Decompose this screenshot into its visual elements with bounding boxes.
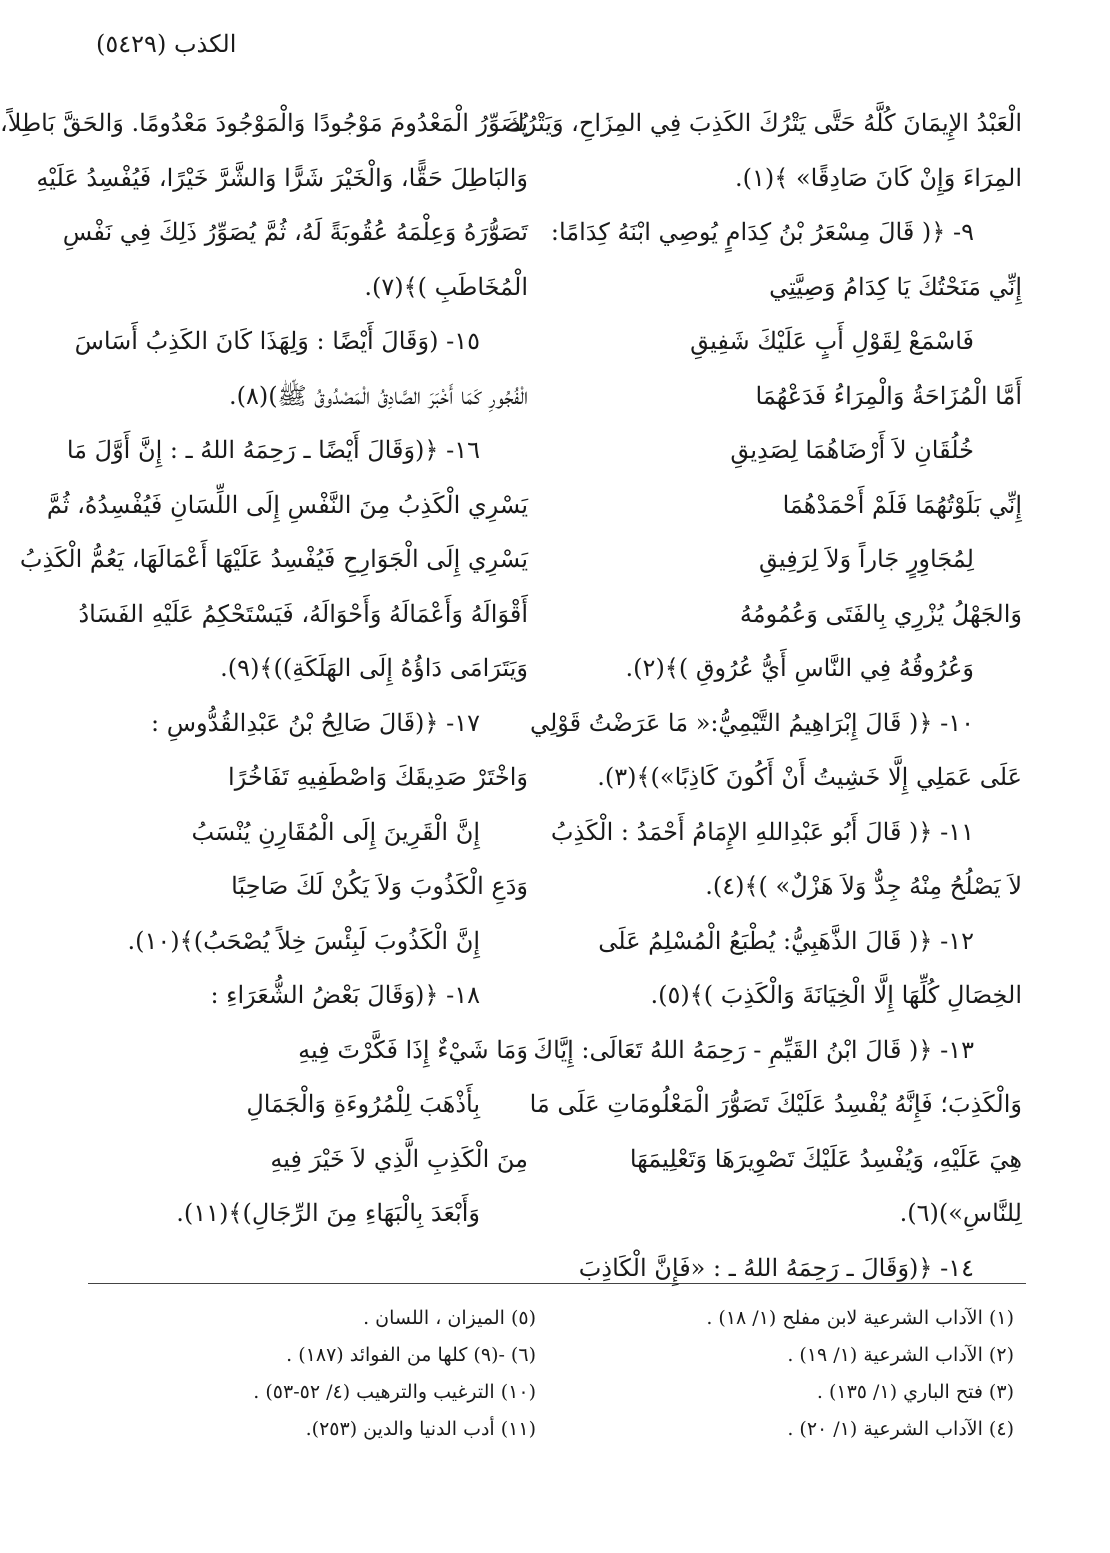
- text-line: مِنَ الْكَذِبِ الَّذِي لاَ خَيْرَ فِيهِ: [270, 1144, 528, 1173]
- text-line: وَالبَاطِلَ حَقًّا، وَالْخَيْرَ شَرًّا وَالشَّرَّ خَيْرًا، فَيُفْسِدُ عَلَيْهِ: [36, 163, 528, 192]
- text-line: خُلُقَانِ لاَ أَرْضَاهُمَا لِصَدِيقِ: [730, 436, 974, 464]
- text-line: يَسْرِي الْكَذِبُ مِنَ النَّفْسِ إِلَى اللِّسَانِ فَيُفْسِدُهُ، ثُمَّ: [46, 490, 528, 519]
- text-line: ١١- ﴿( قَالَ أَبُو عَبْدِاللهِ الإِمَامُ أَحْمَدُ : الْكَذِبُ: [550, 817, 974, 846]
- text-line: الْفُجُورِ كَمَا أَخْبَرَ الصَّادِقُ الْمَصْدُوقُ ﷺ)(٨).: [228, 381, 528, 410]
- text-line: بِأَذْهَبَ لِلْمُرُوءَةِ وَالْجَمَالِ: [246, 1090, 480, 1118]
- text-line: ١٢- ﴿( قَالَ الذَّهَبِيُّ: يُطْبَعُ الْمُسْلِمُ عَلَى: [598, 926, 974, 955]
- running-header: [96, 28, 236, 60]
- text-line: يُصَوِّرُ الْمَعْدُومَ مَوْجُودًا وَالْمَوْجُودَ مَعْدُومًا. وَالحَقَّ بَاطِلاً،: [0, 109, 528, 137]
- text-line: وَالْكَذِبَ؛ فَإِنَّهُ يُفْسِدُ عَلَيْكَ تَصَوُّرَ الْمَعْلُومَاتِ عَلَى مَا: [529, 1090, 1022, 1118]
- text-line: وَدَعِ الْكَذُوبَ وَلاَ يَكُنْ لَكَ صَاحِبًا: [231, 872, 528, 900]
- footnote: (٤) الآداب الشرعية (١/ ٢٠) .: [787, 1418, 1014, 1440]
- left-text-column: [0, 96, 528, 1241]
- text-line: ٩- ﴿( قَالَ مِسْعَرُ بْنُ كِدَامٍ يُوصِي ابْنَهُ كِدَامًا:: [550, 218, 974, 246]
- text-line: لِلنَّاسِ»)(٦).: [899, 1199, 1022, 1227]
- footnote: (١) الآداب الشرعية لابن مفلح (١/ ١٨) .: [706, 1307, 1014, 1329]
- footnote-divider: [88, 1283, 1026, 1284]
- text-line: فَاسْمَعْ لِقَوْلِ أَبٍ عَلَيْكَ شَفِيقِ: [690, 327, 974, 355]
- text-line: تَصَوُّرَهُ وَعِلْمَهُ عُقُوبَةً لَهُ، ثُمَّ يُصَوِّرُ ذَلِكَ فِي نَفْسِ: [62, 218, 528, 246]
- text-line: أَمَّا الْمُزَاحَةُ وَالْمِرَاءُ فَدَعْهُمَا: [755, 381, 1022, 410]
- text-line: وَعُرُوقُهُ فِي النَّاسِ أَيُّ عُرُوقِ )﴾(٢).: [625, 654, 974, 682]
- text-line: ١٦- ﴿(وَقَالَ أَيْضًا ـ رَحِمَهُ اللهُ ـ : إِنَّ أَوَّلَ مَا: [66, 436, 480, 464]
- text-line: ١٧- ﴿(قَالَ صَالِحُ بْنُ عَبْدِالقُدُّوسِ :: [151, 708, 480, 737]
- text-line: إِنِّي مَنَحْتُكَ يَا كِدَامُ وَصِيَّتِي: [769, 272, 1022, 301]
- text-line: هِيَ عَلَيْهِ، وَيُفْسِدُ عَلَيْكَ تَصْوِيرَهَا وَتَعْلِيمَهَا: [629, 1144, 1022, 1173]
- text-line: ١٨- ﴿(وَقَالَ بَعْضُ الشُّعَرَاءِ :: [210, 981, 480, 1009]
- text-line: لِمُجَاوِرٍ جَاراً وَلاَ لِرَفِيقِ: [758, 545, 974, 573]
- text-line: وَأَبْعَدَ بِالْبَهَاءِ مِنَ الرِّجَالِ)﴾(١١).: [176, 1199, 480, 1227]
- text-line: الْعَبْدُ الإِيمَانَ كُلَّهُ حَتَّى يَتْرُكَ الكَذِبَ فِي المِزَاحِ، وَيَتْرُكَ: [505, 109, 1022, 137]
- footnotes-right: [574, 1300, 1014, 1448]
- text-line: وَيَتَرَامَى دَاؤُهُ إِلَى الهَلَكَةِ))﴾(٩).: [220, 654, 528, 682]
- text-line: وَمَا شَيْءٌ إِذَا فَكَّرْتَ فِيهِ: [298, 1035, 528, 1064]
- header-title: الكذب: [173, 30, 237, 58]
- text-line: لاَ يَصْلُحُ مِنْهُ جِدٌّ وَلاَ هَزْلٌ» )﴾(٤).: [705, 872, 1022, 900]
- footnote: (٦) -(٩) كلها من الفوائد (١٨٧) .: [286, 1344, 536, 1366]
- text-line: وَالجَهْلُ يُزْرِي بِالفَتَى وَعُمُومُهُ: [739, 599, 1022, 628]
- text-line: الخِصَالِ كُلِّهَا إِلَّا الْخِيَانَةَ وَالْكَذِبَ )﴾(٥).: [650, 981, 1022, 1009]
- header-page-number: (٥٤٢٩): [96, 30, 167, 58]
- footnote: (٢) الآداب الشرعية (١/ ١٩) .: [787, 1344, 1014, 1366]
- text-line: عَلَى عَمَلِي إِلَّا خَشِيتُ أَنْ أَكُونَ كَاذِبًا»)﴾(٣).: [597, 763, 1022, 791]
- text-line: الْمُخَاطَبِ )﴾(٧).: [364, 272, 528, 301]
- text-line: المِرَاءَ وَإِنْ كَانَ صَادِقًا» ﴾(١).: [735, 163, 1022, 192]
- text-line: أَقْوَالَهُ وَأَعْمَالَهُ وَأَحْوَالَهُ، فَيَسْتَحْكِمُ عَلَيْهِ الفَسَادُ: [78, 599, 528, 628]
- footnotes-left: [96, 1300, 536, 1448]
- text-line: إِنِّي بَلَوْتُهُمَا فَلَمْ أَحْمَدْهُمَا: [782, 490, 1022, 519]
- footnote: (١١) أدب الدنيا والدين (٢٥٣).: [305, 1418, 536, 1440]
- footnote: (١٠) الترغيب والترهيب (٤/ ٥٢-٥٣) .: [253, 1381, 536, 1403]
- text-line: ١٥- (وَقَالَ أَيْضًا : وَلِهَذَا كَانَ الكَذِبُ أَسَاسَ: [74, 327, 480, 355]
- text-line: ١٠- ﴿( قَالَ إِبْرَاهِيمُ التَّيْمِيُّ:« مَا عَرَضْتُ قَوْلِي: [529, 708, 974, 737]
- text-line: إِنَّ الْقَرِينَ إِلَى الْمُقَارِنِ يُنْسَبُ: [191, 817, 480, 846]
- text-line: ١٣- ﴿( قَالَ ابْنُ القَيِّمِ - رَحِمَهُ اللهُ تَعَالَى: إِيَّاكَ: [533, 1035, 974, 1064]
- text-line: وَاخْتَرْ صَدِيقَكَ وَاصْطَفِيهِ تَفَاخُرًا: [228, 763, 528, 791]
- text-line: ١٤- ﴿(وَقَالَ ـ رَحِمَهُ اللهُ ـ : «فَإِنَّ الْكَاذِبَ: [578, 1253, 974, 1282]
- footnote: (٣) فتح الباري (١/ ١٣٥) .: [816, 1381, 1014, 1403]
- footnote: (٥) الميزان ، اللسان .: [363, 1307, 536, 1329]
- text-line: يَسْرِي إِلَى الْجَوَارِحِ فَيُفْسِدُ عَلَيْهَا أَعْمَالَهَا، يَعُمُّ الْكَذِبُ: [19, 545, 528, 573]
- right-text-column: [505, 96, 1022, 1295]
- text-line: إِنَّ الْكَذُوبَ لَبِئْسَ خِلاً يُصْحَبُ)﴾(١٠).: [127, 926, 480, 955]
